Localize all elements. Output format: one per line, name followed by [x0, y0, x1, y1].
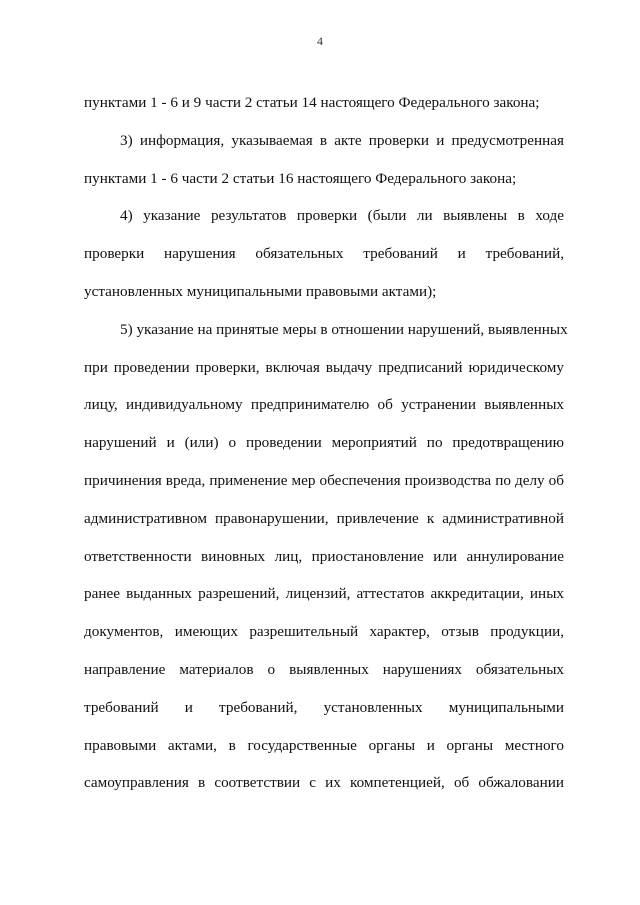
text-line: установленных муниципальными правовыми актами);	[84, 282, 437, 300]
text-line: лицу, индивидуальному предпринимателю об устранении выявленных	[84, 396, 564, 414]
text-line: ответственности виновных лиц, приостановление или аннулирование	[84, 547, 564, 565]
text-line: при проведении проверки, включая выдачу предписаний юридическому	[84, 358, 564, 376]
text-line: проверки нарушения обязательных требований и требований,	[84, 245, 564, 263]
text-line: документов, имеющих разрешительный характер, отзыв продукции,	[84, 623, 564, 641]
text-line: 3) информация, указываемая в акте проверки и предусмотренная	[120, 131, 564, 149]
text-line: административном правонарушении, привлечение к административной	[84, 509, 564, 527]
text-line: 4) указание результатов проверки (были ли выявлены в ходе	[120, 207, 564, 225]
text-line: требований и требований, установленных муниципальными	[84, 698, 564, 716]
text-line: причинения вреда, применение мер обеспечения производства по делу об	[84, 471, 564, 489]
text-line: правовыми актами, в государственные органы и органы местного	[84, 736, 564, 754]
text-line: пунктами 1 - 6 части 2 статьи 16 настоящего Федерального закона;	[84, 169, 517, 187]
text-line: 5) указание на принятые меры в отношении нарушений, выявленных	[120, 320, 568, 338]
text-line: самоуправления в соответствии с их компетенцией, об обжаловании	[84, 774, 564, 792]
document-body	[84, 84, 568, 802]
text-line: ранее выданных разрешений, лицензий, аттестатов аккредитации, иных	[84, 585, 564, 603]
text-line: направление материалов о выявленных нарушениях обязательных	[84, 660, 564, 678]
text-line: пунктами 1 - 6 и 9 части 2 статьи 14 настоящего Федерального закона;	[84, 94, 540, 111]
text-line: нарушений и (или) о проведении мероприятий по предотвращению	[84, 434, 564, 452]
page-number: 4	[317, 34, 323, 48]
